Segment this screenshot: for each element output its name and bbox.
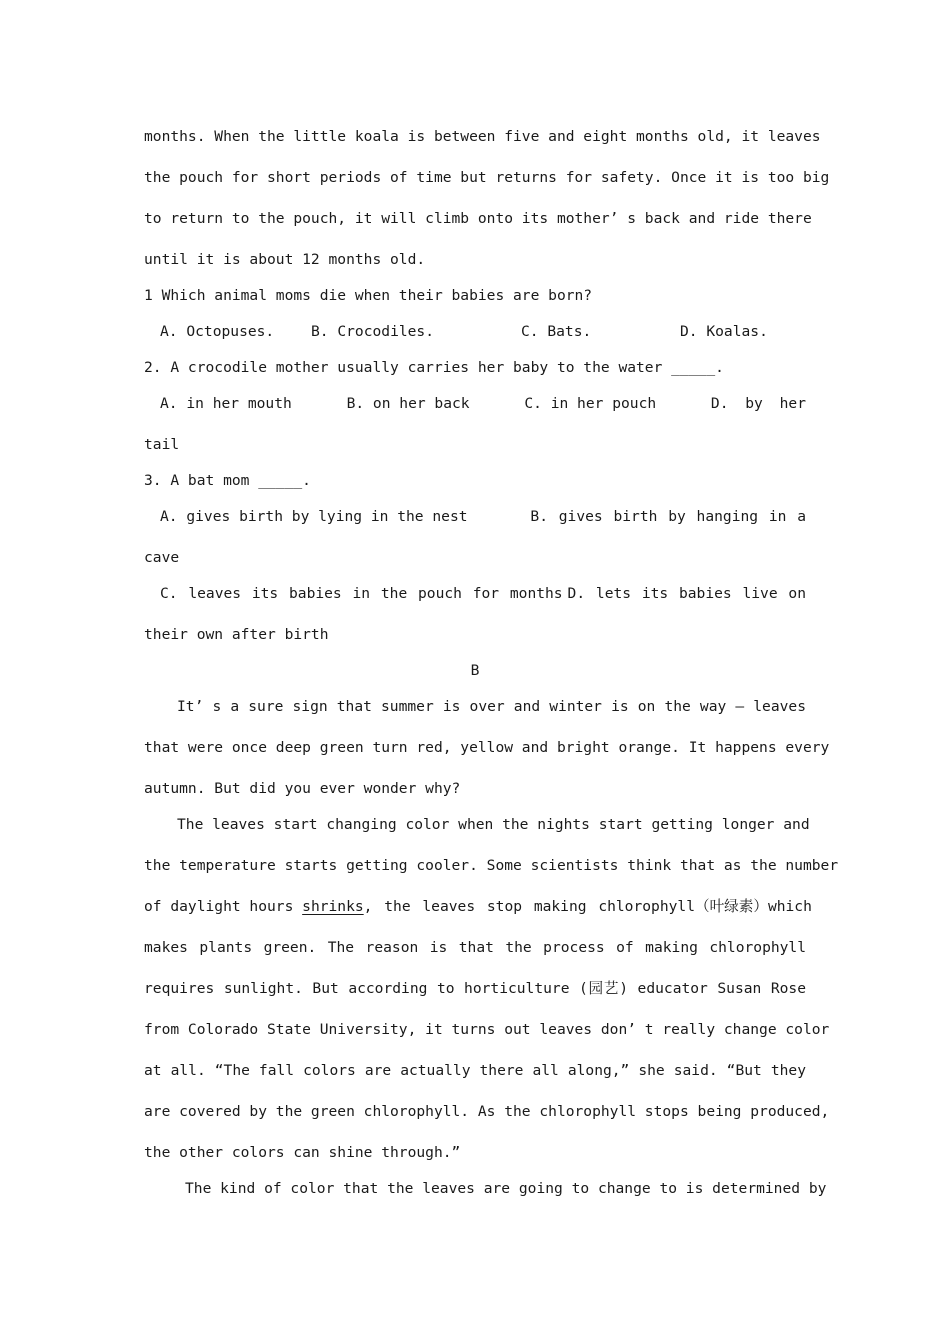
passage-line: the other colors can shine through.” [144,1144,461,1161]
passage-line: until it is about 12 months old. [144,251,426,268]
passage-line: makes plants green. The reason is that the process of making chlorophyll [144,939,806,956]
question-3-options-row2 [144,584,806,604]
passage-line: are covered by the green chlorophyll. As the chlorophyll stops being produced, [144,1103,830,1120]
passage-b-heading: B [470,662,480,679]
passage-line: the pouch for short periods of time but returns for safety. Once it is too big [144,169,830,186]
passage-line: The kind of color that the leaves are going to change to is determined by [185,1180,827,1197]
option-d: D. lets its babies live on [567,585,806,602]
passage-line: that were once deep green turn red, yellow and bright orange. It happens every [144,739,830,756]
option-a: A. Octopuses. [160,323,275,340]
passage-line: from Colorado State University, it turns out leaves don’ t really change color [144,1021,830,1038]
question-3-wrap2: their own after birth [144,626,329,643]
option-a: A. gives birth by lying in the nest [160,508,468,525]
option-b: B. on her back [346,395,470,412]
question-1-stem: 1 Which animal moms die when their babies are born? [144,287,593,304]
passage-line: at all. “The fall colors are actually there all along,” she said. “But they [144,1062,806,1079]
option-b: B. gives birth by hanging in a [530,508,806,525]
option-d: D. Koalas. [680,323,768,340]
passage-line: to return to the pouch, it will climb onto its mother’ s back and ride there [144,210,812,227]
passage-line: requires sunlight. But according to horticulture (园艺) educator Susan Rose [144,980,806,997]
passage-line: The leaves start changing color when the nights start getting longer and [177,816,810,833]
option-d: D. by her [710,395,806,412]
underlined-word: shrinks [302,898,364,915]
option-c: C. Bats. [521,323,592,340]
question-2-wrap: tail [144,436,180,453]
passage-line: the temperature starts getting cooler. Some scientists think that as the number [144,857,839,874]
question-1-options [144,322,806,342]
passage-line: It’ s a sure sign that summer is over and winter is on the way — leaves [177,698,806,715]
text-segment: , the leaves stop making chlorophyll（叶绿素）which [363,898,812,915]
option-b: B. Crocodiles. [311,323,435,340]
option-c: C. leaves its babies in the pouch for months [160,585,563,602]
question-3-stem: 3. A bat mom _____. [144,472,311,489]
question-3-wrap1: cave [144,549,180,566]
option-a: A. in her mouth [160,395,292,412]
passage-line: months. When the little koala is between five and eight months old, it leaves [144,128,821,145]
question-2-stem: 2. A crocodile mother usually carries her baby to the water _____. [144,359,724,376]
passage-line [144,897,812,917]
passage-line: autumn. But did you ever wonder why? [144,780,461,797]
text-segment: of daylight hours [144,898,303,915]
question-3-options-row1 [144,507,806,527]
question-2-options [144,394,806,414]
option-c: C. in her pouch [524,395,657,412]
